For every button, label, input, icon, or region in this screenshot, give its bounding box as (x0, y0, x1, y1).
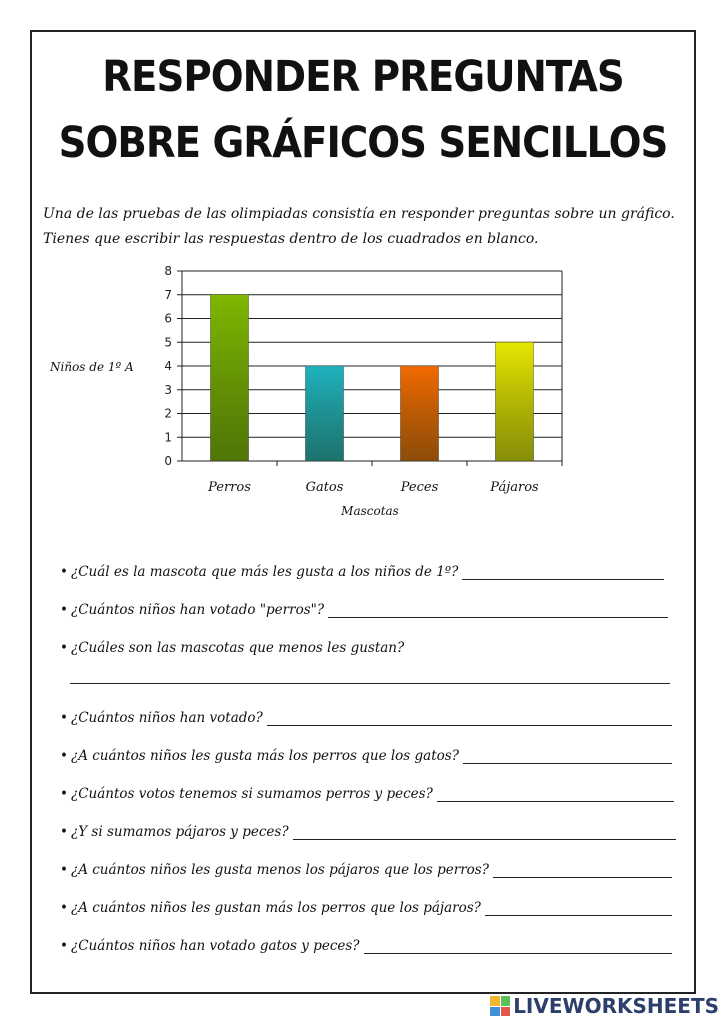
x-tick-label: Peces (400, 480, 439, 495)
question-text: ¿A cuántos niños les gustan más los perros que los pájaros? (70, 900, 481, 916)
answer-field[interactable] (364, 937, 672, 954)
answer-field[interactable] (293, 823, 676, 840)
worksheet-title-line-1: RESPONDER PREGUNTAS (102, 52, 624, 102)
liveworksheets-logo-icon (490, 996, 510, 1016)
question-1 (60, 556, 664, 580)
x-tick-label: Perros (208, 480, 251, 495)
question-6 (60, 778, 674, 802)
y-tick-label: 6 (164, 311, 172, 326)
bullet: • (60, 640, 68, 656)
question-7 (60, 816, 676, 840)
bullet: • (60, 938, 68, 954)
question-3 (60, 632, 404, 656)
answer-field[interactable] (493, 861, 672, 878)
y-tick-label: 5 (164, 335, 172, 350)
y-tick-label: 1 (164, 430, 172, 445)
intro-text: Una de las pruebas de las olimpiadas consistía en responder preguntas sobre un gráfico. Tienes que escribir las respuestas dentro de los cuadrados en blanco. (43, 206, 675, 247)
answer-field[interactable] (463, 747, 672, 764)
question-text: ¿Cuántos niños han votado gatos y peces? (70, 938, 360, 954)
bullet: • (60, 602, 68, 618)
bullet: • (60, 824, 68, 840)
x-tick-label: Pájaros (490, 480, 539, 495)
question-text: ¿Cuántos niños han votado? (70, 710, 263, 726)
answer-field[interactable] (462, 563, 664, 580)
answer-field[interactable] (328, 601, 668, 618)
y-tick-label: 2 (164, 406, 172, 421)
worksheet-title-line-2: SOBRE GRÁFICOS SENCILLOS (58, 118, 668, 168)
bullet: • (60, 786, 68, 802)
question-9 (60, 892, 672, 916)
question-4 (60, 702, 672, 726)
question-text: ¿Y si sumamos pájaros y peces? (70, 824, 289, 840)
answer-field[interactable] (437, 785, 674, 802)
question-text: ¿Cuál es la mascota que más les gusta a los niños de 1º? (70, 564, 459, 580)
y-tick-label: 4 (164, 359, 172, 373)
question-2 (60, 594, 668, 618)
answer-field[interactable] (485, 899, 672, 916)
y-tick-label: 8 (164, 264, 172, 278)
question-text: ¿Cuántos niños han votado "perros"? (70, 602, 325, 618)
x-tick-label: Gatos (305, 480, 344, 495)
bullet: • (60, 748, 68, 764)
answer-field[interactable] (267, 709, 672, 726)
chart-y-axis-label: Niños de 1º A (50, 360, 134, 374)
x-axis-label: Mascotas (341, 504, 399, 518)
bullet: • (60, 900, 68, 916)
bullet: • (60, 862, 68, 878)
question-8 (60, 854, 672, 878)
question-5 (60, 740, 672, 764)
bar-shade (496, 342, 534, 461)
y-tick-label: 7 (164, 287, 172, 302)
y-tick-label: 3 (164, 382, 172, 397)
question-10 (60, 930, 672, 954)
y-tick-label: 0 (164, 454, 172, 468)
question-text: ¿Cuántos votos tenemos si sumamos perros y peces? (70, 786, 433, 802)
bar-shade (306, 366, 344, 461)
question-text: ¿A cuántos niños les gusta menos los pájaros que los perros? (70, 862, 489, 878)
answer-field[interactable] (70, 683, 670, 684)
bar-shade (401, 366, 439, 461)
question-text: ¿A cuántos niños les gusta más los perros que los gatos? (70, 748, 459, 764)
liveworksheets-brand (490, 994, 719, 1018)
bar-shade (211, 295, 249, 461)
bullet: • (60, 710, 68, 726)
brand-text: LIVEWORKSHEETS (513, 994, 719, 1018)
bullet: • (60, 564, 68, 580)
question-text: ¿Cuáles son las mascotas que menos les gustan? (70, 640, 405, 656)
